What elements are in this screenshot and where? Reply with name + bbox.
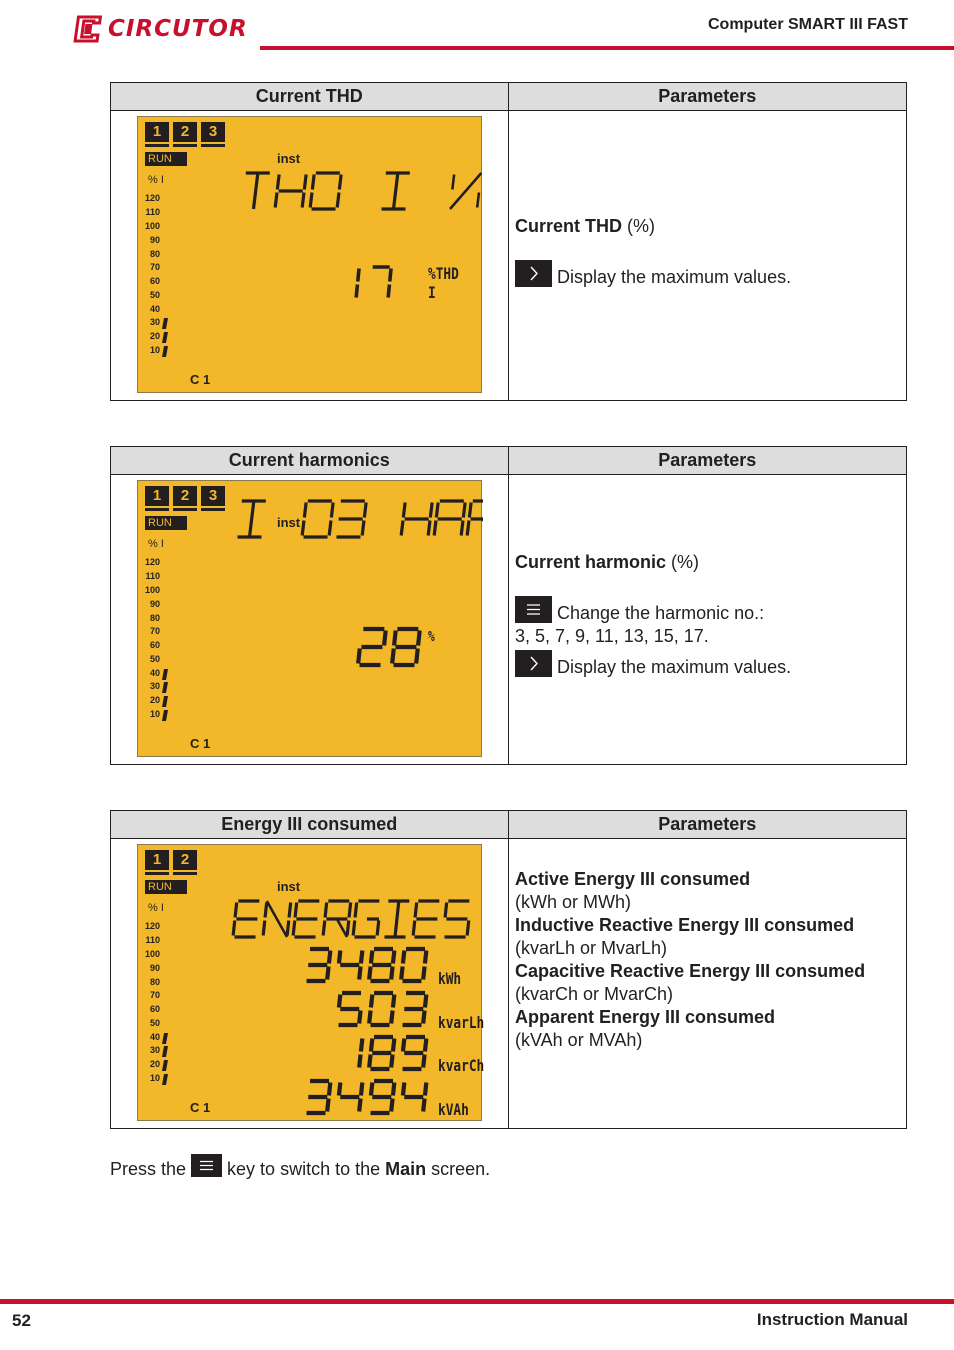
lcd-segment xyxy=(359,1011,360,1024)
scale-tick-label: 40 xyxy=(149,304,160,314)
scale-tick-label: 30 xyxy=(149,681,160,691)
lcd-segment xyxy=(362,521,364,536)
column-header-parameters: Parameters xyxy=(658,86,757,106)
column-header-parameters: Parameters xyxy=(658,450,757,470)
lcd-segment xyxy=(359,1099,360,1112)
lcd-segment xyxy=(275,193,277,208)
lcd-segment xyxy=(339,951,340,964)
unit-label: %THD I xyxy=(428,264,459,302)
table-header xyxy=(111,811,906,839)
param-item-unit: (kvarCh or MvarCh) xyxy=(515,984,674,1004)
level-bar xyxy=(162,1074,168,1085)
lcd-segment xyxy=(467,521,469,536)
param-item-title: Capacitive Reactive Energy III consumed xyxy=(515,961,866,981)
lcd-segment xyxy=(339,995,340,1008)
lcd-segment xyxy=(267,901,287,937)
lcd-segment xyxy=(393,1083,394,1096)
lcd-segment xyxy=(423,967,424,980)
lcd-segment xyxy=(416,649,418,664)
scale-tick-label: 110 xyxy=(145,935,160,945)
lcd-segment xyxy=(393,1039,394,1052)
press-text: key to switch to the xyxy=(222,1159,386,1179)
scale-tick-label: 10 xyxy=(149,709,160,719)
lcd-segment xyxy=(434,521,436,536)
scale-tick-label: 110 xyxy=(145,571,160,581)
lcd-segment xyxy=(349,903,351,918)
lcd-segment xyxy=(425,1083,426,1096)
lcd-segment xyxy=(425,995,426,1008)
level-bar xyxy=(162,682,168,693)
scale-tick-label: 90 xyxy=(149,235,160,245)
param-item-unit: (kVAh or MVAh) xyxy=(515,1030,643,1050)
unit-label-kvah: kVAh xyxy=(438,1100,469,1119)
lcd-segment xyxy=(329,521,331,536)
param-item-title: Active Energy III consumed xyxy=(515,869,751,889)
footer-title: Instruction Manual xyxy=(756,1310,908,1329)
param-key-text: Display the maximum values. xyxy=(552,267,792,287)
level-bar xyxy=(162,669,168,680)
scale-tick-label: 120 xyxy=(144,193,160,203)
lcd-segment xyxy=(430,503,432,518)
lcd-segment xyxy=(413,921,415,936)
scale-tick-label: 110 xyxy=(145,207,160,217)
percent-i-label: % I xyxy=(148,538,164,550)
param-item xyxy=(515,960,900,983)
lcd-segment xyxy=(436,503,438,518)
level-bar xyxy=(162,1033,168,1044)
inst-label: inst xyxy=(277,879,301,894)
run-indicator: RUN xyxy=(145,880,187,894)
lcd-segment xyxy=(391,1011,392,1024)
scale-tick-label: 90 xyxy=(149,963,160,973)
channel-label: C 1 xyxy=(190,1100,211,1115)
page-number: 52 xyxy=(12,1311,31,1330)
lcd-segment xyxy=(403,1083,404,1096)
table-current-thd xyxy=(110,82,907,401)
lcd-segment xyxy=(391,967,392,980)
param-key-text: Display the maximum values. xyxy=(552,657,792,677)
lcd-segment xyxy=(347,921,349,936)
inst-label: inst xyxy=(277,151,301,166)
lcd-segment xyxy=(467,921,469,936)
press-text: Press the xyxy=(110,1159,192,1179)
phase-indicator-1: 1 xyxy=(145,486,169,506)
lcd-segment xyxy=(418,631,420,646)
lcd-segment xyxy=(469,503,471,518)
channel-label: C 1 xyxy=(190,736,211,751)
lcd-segment xyxy=(423,1011,424,1024)
lcd-segment xyxy=(361,951,362,964)
lcd-segment xyxy=(371,995,372,1008)
scale-tick-label: 120 xyxy=(144,557,160,567)
scale-tick-label: 30 xyxy=(149,1045,160,1055)
level-bar xyxy=(162,1046,168,1057)
menu-key-icon xyxy=(515,596,552,623)
lcd-segment xyxy=(353,921,355,936)
lcd-segment xyxy=(384,631,386,646)
lcd-segment xyxy=(325,903,327,918)
lcd-segment xyxy=(403,1039,404,1052)
lcd-segments xyxy=(138,481,483,758)
lcd-segment xyxy=(371,951,372,964)
scale-tick-label: 40 xyxy=(149,1032,160,1042)
scale-tick-label: 50 xyxy=(149,290,160,300)
lcd-segment xyxy=(445,903,447,918)
lcd-segment xyxy=(392,649,394,664)
lcd-segment xyxy=(391,1055,392,1068)
lcd-segment xyxy=(339,1083,340,1096)
lcd-segment xyxy=(403,503,405,518)
lcd-display xyxy=(137,116,482,393)
scale-tick-label: 120 xyxy=(144,921,160,931)
scale-tick-label: 90 xyxy=(149,599,160,609)
lcd-segment xyxy=(263,921,265,936)
lcd-segment xyxy=(337,193,339,208)
column-header-screen: Energy III consumed xyxy=(111,811,509,838)
param-unit: (%) xyxy=(622,216,655,236)
scale-tick-label: 70 xyxy=(149,262,160,272)
lcd-segment xyxy=(324,173,328,209)
lcd-segment xyxy=(423,1099,424,1112)
lcd-segment xyxy=(327,1099,328,1112)
lcd-segment xyxy=(371,1083,372,1096)
phase-indicator-2: 2 xyxy=(173,486,197,506)
run-indicator: RUN xyxy=(145,152,187,166)
column-header-screen: Current THD xyxy=(111,83,509,110)
lcd-segment xyxy=(463,503,465,518)
menu-key-icon xyxy=(191,1154,222,1177)
inst-label: inst xyxy=(277,515,301,530)
lcd-display xyxy=(137,844,485,1121)
header-title: Computer SMART III FAST xyxy=(708,16,908,33)
lcd-segment xyxy=(425,951,426,964)
param-title: Current harmonic xyxy=(515,552,667,572)
lcd-segment xyxy=(235,903,237,918)
param-item-title: Inductive Reactive Energy III consumed xyxy=(515,915,855,935)
level-bar xyxy=(162,346,168,357)
lcd-segment xyxy=(312,175,314,190)
param-item xyxy=(515,1006,900,1029)
level-bar xyxy=(162,318,168,329)
table-current-harmonics xyxy=(110,446,907,765)
lcd-segment xyxy=(337,919,347,937)
lcd-segments xyxy=(138,117,483,394)
scale-tick-label: 60 xyxy=(149,640,160,650)
next-key-icon xyxy=(515,260,552,287)
lcd-segment xyxy=(371,1039,372,1052)
lcd-segment xyxy=(331,503,333,518)
percent-i-label: % I xyxy=(148,174,164,186)
harmonic-list: 3, 5, 7, 9, 11, 13, 15, 17. xyxy=(515,626,709,646)
lcd-segment xyxy=(394,173,398,209)
percent-i-label: % I xyxy=(148,902,164,914)
scale-tick-label: 50 xyxy=(149,1018,160,1028)
lcd-segment xyxy=(395,901,399,937)
lcd-segment xyxy=(361,1039,362,1052)
param-menu-text: Change the harmonic no.: xyxy=(552,603,765,623)
scale-tick-label: 50 xyxy=(149,654,160,664)
param-title: Current THD xyxy=(515,216,622,236)
param-item-title: Apparent Energy III consumed xyxy=(515,1007,776,1027)
param-item-unit: (kWh or MWh) xyxy=(515,892,631,912)
lcd-segment xyxy=(477,193,479,208)
phase-indicator-2: 2 xyxy=(173,850,197,870)
lcd-segment xyxy=(358,649,360,664)
lcd-segment xyxy=(329,1083,330,1096)
lcd-segment xyxy=(461,521,463,536)
lcd-segment xyxy=(304,175,306,190)
param-unit: (%) xyxy=(666,552,700,572)
run-indicator: RUN xyxy=(145,516,187,530)
scale-tick-label: 100 xyxy=(144,221,160,231)
lcd-segment xyxy=(289,903,291,918)
lcd-segment xyxy=(358,269,359,282)
level-bar xyxy=(162,710,168,721)
unit-label-kvarlh: kvarLh xyxy=(438,1013,485,1032)
phase-indicator-2: 2 xyxy=(173,122,197,142)
scale-tick-label: 100 xyxy=(144,949,160,959)
unit-label: % xyxy=(428,629,435,645)
lcd-segment xyxy=(356,285,357,298)
scale-tick-label: 80 xyxy=(149,249,160,259)
lcd-segment xyxy=(327,967,328,980)
lcd-segment xyxy=(287,921,289,936)
lcd-segments xyxy=(138,845,483,1122)
lcd-segment xyxy=(302,193,304,208)
table-header xyxy=(111,447,906,475)
level-bar xyxy=(162,696,168,707)
lcd-segment xyxy=(310,193,312,208)
lcd-segment xyxy=(393,951,394,964)
scale-tick-label: 40 xyxy=(149,668,160,678)
circutor-logo xyxy=(72,12,248,46)
lcd-segment xyxy=(293,921,295,936)
circutor-logo-icon xyxy=(72,13,102,45)
level-bar xyxy=(162,332,168,343)
phase-indicator-3: 3 xyxy=(201,122,225,142)
lcd-segment xyxy=(359,1055,360,1068)
lcd-segment xyxy=(390,269,391,282)
lcd-segment xyxy=(428,521,430,536)
next-key-icon xyxy=(515,650,552,677)
lcd-segment xyxy=(452,175,454,190)
lcd-segment xyxy=(377,921,379,936)
lcd-segment xyxy=(302,521,304,536)
lcd-segment xyxy=(425,1039,426,1052)
scale-tick-label: 20 xyxy=(149,1059,160,1069)
lcd-segment xyxy=(359,967,360,980)
phase-indicator-1: 1 xyxy=(145,850,169,870)
lcd-segment xyxy=(295,903,297,918)
footer-rule xyxy=(0,1299,954,1304)
scale-tick-label: 70 xyxy=(149,626,160,636)
lcd-segment xyxy=(394,631,396,646)
lcd-segment xyxy=(329,951,330,964)
lcd-segment xyxy=(369,1011,370,1024)
lcd-segment xyxy=(401,521,403,536)
logo-text: CIRCUTOR xyxy=(108,16,248,42)
table-energy-consumed xyxy=(110,810,907,1129)
scale-tick-label: 80 xyxy=(149,613,160,623)
column-header-parameters: Parameters xyxy=(658,814,757,834)
press-main-label: Main xyxy=(385,1159,427,1179)
lcd-segment xyxy=(388,285,389,298)
scale-tick-label: 30 xyxy=(149,317,160,327)
lcd-segment xyxy=(361,1083,362,1096)
scale-tick-label: 20 xyxy=(149,331,160,341)
lcd-segment xyxy=(423,1055,424,1068)
scale-tick-label: 10 xyxy=(149,345,160,355)
lcd-segment xyxy=(403,951,404,964)
lcd-segment xyxy=(323,921,325,936)
scale-tick-label: 100 xyxy=(144,585,160,595)
scale-tick-label: 20 xyxy=(149,695,160,705)
lcd-display xyxy=(137,480,482,757)
lcd-segment xyxy=(339,175,341,190)
press-instruction xyxy=(110,1154,490,1181)
param-item-unit: (kvarLh or MvarLh) xyxy=(515,938,668,958)
lcd-segment xyxy=(355,903,357,918)
unit-label-kwh: kWh xyxy=(438,969,462,988)
lcd-segment xyxy=(265,903,267,918)
scale-tick-label: 60 xyxy=(149,276,160,286)
lcd-segment xyxy=(369,1055,370,1068)
lcd-segment xyxy=(401,967,402,980)
scale-tick-label: 80 xyxy=(149,977,160,987)
lcd-segment xyxy=(393,995,394,1008)
scale-tick-label: 60 xyxy=(149,1004,160,1014)
level-bar xyxy=(162,1060,168,1071)
press-text: screen. xyxy=(426,1159,491,1179)
lcd-segment xyxy=(369,967,370,980)
scale-tick-label: 70 xyxy=(149,990,160,1000)
lcd-segment xyxy=(364,503,366,518)
lcd-segment xyxy=(233,921,235,936)
param-item xyxy=(515,868,900,891)
column-header-screen: Current harmonics xyxy=(111,447,509,474)
lcd-segment xyxy=(391,1099,392,1112)
phase-indicator-3: 3 xyxy=(201,486,225,506)
phase-indicator-1: 1 xyxy=(145,122,169,142)
lcd-segment xyxy=(250,501,254,537)
unit-label-kvarch: kvarCh xyxy=(438,1056,485,1075)
lcd-segment xyxy=(277,175,279,190)
lcd-segment xyxy=(304,503,306,518)
param-item xyxy=(515,914,900,937)
channel-label: C 1 xyxy=(190,372,211,387)
table-header xyxy=(111,83,906,111)
lcd-segment xyxy=(254,173,258,209)
scale-tick-label: 10 xyxy=(149,1073,160,1083)
lcd-segment xyxy=(415,903,417,918)
header-rule xyxy=(260,46,954,50)
